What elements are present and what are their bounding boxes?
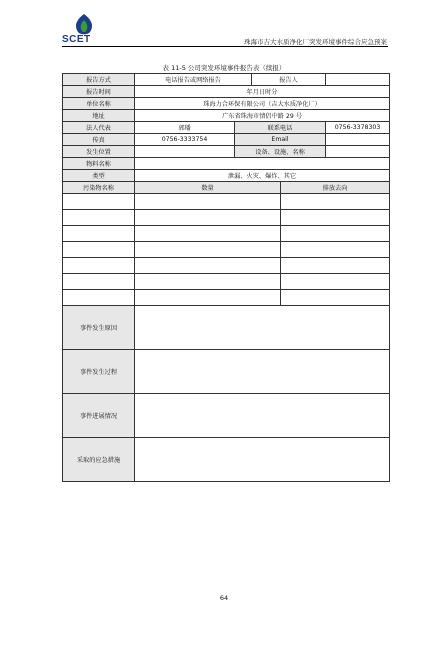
row-location <box>63 146 390 158</box>
location-label: 发生位置 <box>63 146 135 158</box>
row-company <box>63 98 390 110</box>
cause-label: 事件发生原因 <box>63 306 135 350</box>
row-process <box>63 350 390 394</box>
material-value <box>135 158 390 170</box>
row-cause <box>63 306 390 350</box>
pollutant-quantity-cell <box>135 210 281 226</box>
pollutant-quantity-cell <box>135 226 281 242</box>
quantity-label: 数量 <box>135 182 281 194</box>
pollutant-discharge-cell <box>281 290 390 306</box>
material-label: 物料名称 <box>63 158 135 170</box>
document-header-title: 珠海市吉大水质净化厂突发环境事件综合应急预案 <box>244 38 387 46</box>
pollutant-discharge-cell <box>281 194 390 210</box>
reporter-label: 报告人 <box>252 74 326 86</box>
pollutant-row <box>63 210 390 226</box>
pollutant-row <box>63 242 390 258</box>
process-label: 事件发生过程 <box>63 350 135 394</box>
cause-value <box>135 306 390 350</box>
pollutant-quantity-cell <box>135 290 281 306</box>
pollutant-discharge-cell <box>281 242 390 258</box>
row-report-method <box>63 74 390 86</box>
row-fax <box>63 134 390 146</box>
incident-report-table <box>62 73 390 482</box>
report-time-value: 年月日时分 <box>135 86 390 98</box>
measures-label: 采取的应急措施 <box>63 438 135 482</box>
pollutant-discharge-cell <box>281 210 390 226</box>
row-pollutant-header <box>63 182 390 194</box>
pollutant-name-cell <box>63 242 135 258</box>
type-label: 类型 <box>63 170 135 182</box>
email-label: Email <box>235 134 326 146</box>
pollutant-name-cell <box>63 226 135 242</box>
pollutant-name-cell <box>63 290 135 306</box>
facility-label: 设备、设施、名称 <box>235 146 326 158</box>
measures-value <box>135 438 390 482</box>
pollutant-name-cell <box>63 274 135 290</box>
company-label: 单位名称 <box>63 98 135 110</box>
address-label: 地址 <box>63 110 135 122</box>
row-measures <box>63 438 390 482</box>
facility-value <box>326 146 390 158</box>
pollutant-quantity-cell <box>135 242 281 258</box>
contact-phone-value: 0756-3378303 <box>326 122 390 134</box>
address-value: 广东省珠海市情侣中路 29 号 <box>135 110 390 122</box>
report-method-label: 报告方式 <box>63 74 135 86</box>
contact-phone-label: 联系电话 <box>235 122 326 134</box>
type-value: 泄漏、火灾、爆炸、其它 <box>135 170 390 182</box>
pollutant-name-cell <box>63 258 135 274</box>
discharge-label: 排放去向 <box>281 182 390 194</box>
company-value: 珠海力合环保有限公司（吉大水质净化厂） <box>135 98 390 110</box>
progress-value <box>135 394 390 438</box>
pollutant-quantity-cell <box>135 258 281 274</box>
fax-label: 传真 <box>63 134 135 146</box>
table-caption: 表 11-5 公司突发环境事件报告表（续报） <box>162 64 286 72</box>
pollutant-row <box>63 290 390 306</box>
progress-label: 事件进展情况 <box>63 394 135 438</box>
pollutant-discharge-cell <box>281 258 390 274</box>
header-divider <box>62 46 388 47</box>
logo-text: SCET <box>62 34 91 45</box>
scet-logo-icon <box>62 12 106 36</box>
row-progress <box>63 394 390 438</box>
pollutant-row <box>63 194 390 210</box>
reporter-value <box>326 74 390 86</box>
pollutant-quantity-cell <box>135 194 281 210</box>
legal-rep-value: 郭璠 <box>135 122 235 134</box>
report-time-label: 报告时间 <box>63 86 135 98</box>
pollutant-discharge-cell <box>281 274 390 290</box>
location-value <box>135 146 235 158</box>
pollutant-name-cell <box>63 210 135 226</box>
process-value <box>135 350 390 394</box>
page-number: 64 <box>219 594 229 602</box>
pollutant-row <box>63 258 390 274</box>
pollutant-quantity-cell <box>135 274 281 290</box>
row-report-time <box>63 86 390 98</box>
row-material <box>63 158 390 170</box>
row-type <box>63 170 390 182</box>
row-address <box>63 110 390 122</box>
pollutant-label: 污染物名称 <box>63 182 135 194</box>
pollutant-row <box>63 274 390 290</box>
legal-rep-label: 法人代表 <box>63 122 135 134</box>
pollutant-name-cell <box>63 194 135 210</box>
fax-value: 0756-3333754 <box>135 134 235 146</box>
pollutant-discharge-cell <box>281 226 390 242</box>
pollutant-row <box>63 226 390 242</box>
report-method-value: 电话报告或网络报告 <box>135 74 252 86</box>
email-value <box>326 134 390 146</box>
row-legal-rep <box>63 122 390 134</box>
